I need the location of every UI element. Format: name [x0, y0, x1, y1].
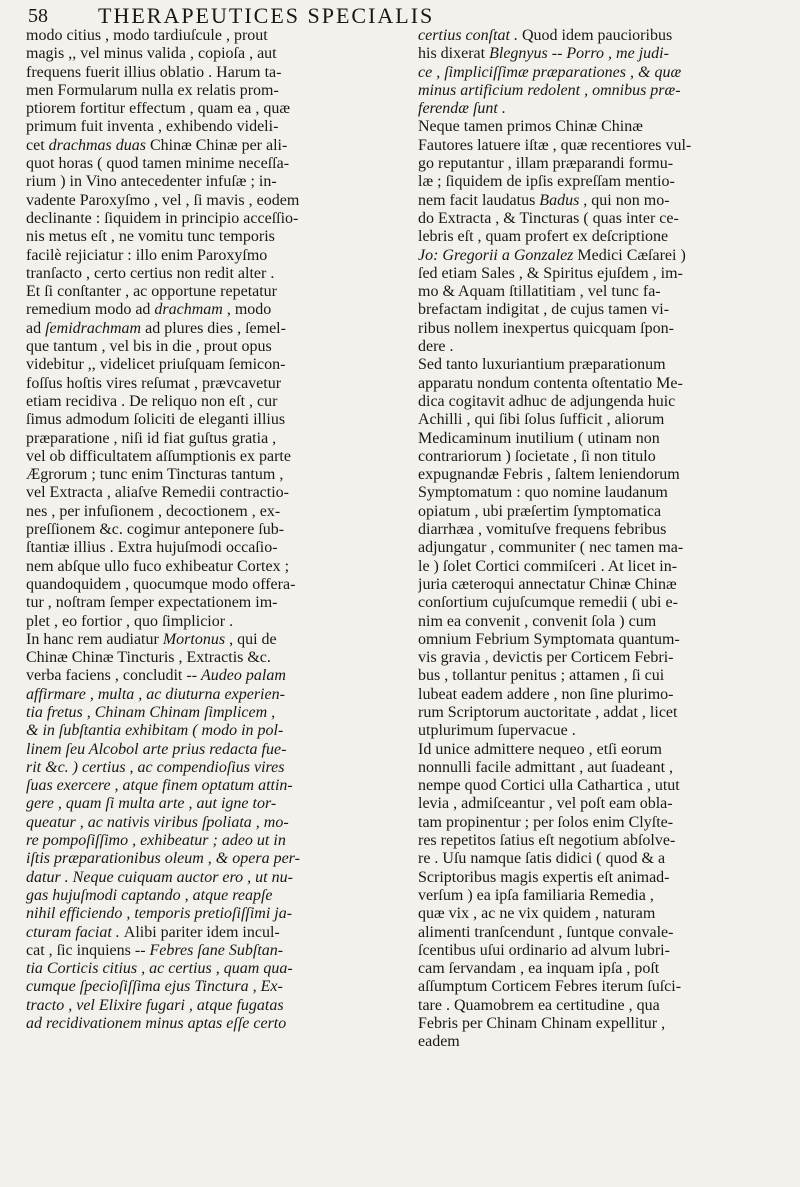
text-line	[26, 613, 406, 631]
text-run: , qui de	[225, 630, 277, 648]
italic-text: re pompoſiſſimo , exhibeatur ; adeo ut in	[26, 832, 286, 850]
text-line	[26, 411, 406, 429]
text-line	[26, 338, 406, 356]
text-line	[26, 27, 406, 45]
text-run: ſtantiæ illius . Extra hujuſmodi occaſio-	[26, 539, 278, 557]
running-title: THERAPEUTICES SPECIALIS	[98, 3, 435, 28]
text-line	[418, 1015, 780, 1033]
text-line	[26, 649, 406, 667]
text-line	[418, 539, 780, 557]
text-run: frequens fuerit illius oblatio . Harum ta-	[26, 63, 282, 81]
text-line	[418, 82, 780, 100]
text-run: vis gravia , devictis per Corticem Febri-	[418, 649, 674, 667]
text-run: omnium Febrium Symptomata quantum-	[418, 630, 680, 648]
text-run: brefactam indigitat , de cujus tamen vi-	[418, 301, 670, 319]
text-run: do Extracta , & Tincturas ( quas inter ce-	[418, 209, 679, 227]
text-run: Chinæ Chinæ per ali-	[146, 136, 288, 154]
text-run: bus , tollantur penitus ; attamen , ſi cui	[418, 667, 665, 685]
italic-text: rit &c. ) certius , ac compendioſius vires	[26, 758, 285, 776]
text-line	[418, 265, 780, 283]
text-line	[418, 667, 780, 685]
text-line	[26, 137, 406, 155]
italic-text: cumque ſpecioſiſſima ejus Tinctura , Ex-	[26, 978, 283, 996]
text-line	[26, 283, 406, 301]
text-line	[418, 301, 780, 319]
text-run: primum fuit inventa , exhibendo videli-	[26, 118, 279, 136]
text-line	[26, 173, 406, 191]
text-line	[418, 503, 780, 521]
text-run: dere .	[418, 338, 454, 356]
italic-text: Jo: Gregorii a Gonzalez	[418, 246, 574, 264]
text-line	[26, 1015, 406, 1033]
text-run: vel Extracta , aliaſve Remedii contractio-	[26, 484, 289, 502]
text-line	[26, 430, 406, 448]
text-run: nes , per infuſionem , decoctionem , ex-	[26, 502, 281, 520]
text-run: nonnulli facile admittant , aut ſuadeant ,	[418, 758, 674, 776]
text-line	[26, 210, 406, 228]
italic-text: certius conſtat .	[418, 27, 522, 44]
text-run: ad	[26, 319, 46, 337]
text-line	[26, 942, 406, 960]
text-run: vel ob difficultatem aſſumptionis ex parte	[26, 447, 291, 465]
text-run: quæ vix , ac ne vix quidem , naturam	[418, 905, 656, 923]
text-run: , modo	[222, 301, 272, 319]
text-run: præparatione , niſi id fiat guſtus gratia ,	[26, 429, 277, 447]
text-run: læ ; ſiquidem de ipſis expreſſam mentio-	[418, 173, 675, 191]
text-line	[418, 118, 780, 136]
text-run: Medicaminum inutilium ( utinam non	[418, 429, 660, 447]
text-line	[418, 210, 780, 228]
text-line	[26, 484, 406, 502]
text-run: re . Uſu namque ſatis didici ( quod & a	[418, 850, 666, 868]
text-line	[418, 448, 780, 466]
text-run: verſum ) ea ipſa familiaria Remedia ,	[418, 886, 654, 904]
text-line	[26, 795, 406, 813]
text-run: aſſumptum Corticem Febres iterum ſuſci-	[418, 978, 682, 996]
text-run: cat , ſic inquiens --	[26, 941, 150, 959]
left-text-column	[26, 27, 406, 1033]
text-run: declinante : ſiquidem in principio acceſſio-	[26, 209, 299, 227]
text-run: tur , noſtram ſemper expectationem im-	[26, 594, 278, 612]
text-line	[418, 905, 780, 923]
text-run: juria cæteroqui annectatur Chinæ Chinæ	[418, 575, 677, 593]
italic-text: datur . Neque cuiquam auctor ero , ut nu-	[26, 868, 293, 886]
text-line	[418, 814, 780, 832]
page-header	[28, 2, 768, 30]
text-run: Ægrorum ; tunc enim Tincturas tantum ,	[26, 466, 284, 484]
text-line	[418, 283, 780, 301]
text-line	[418, 64, 780, 82]
text-line	[418, 430, 780, 448]
text-line	[26, 192, 406, 210]
text-run: res repetitos ſatius eſt negotium abſolve-	[418, 832, 676, 850]
text-run: mo & Aquam ſtillatitiam , vel tunc fa-	[418, 283, 661, 301]
text-line	[418, 320, 780, 338]
text-run: nim ea convenit , convenit ſola ) cum	[418, 612, 657, 630]
text-run: preſſionem &c. cogimur anteponere ſub-	[26, 521, 285, 539]
text-line	[26, 100, 406, 118]
text-line	[418, 173, 780, 191]
text-line	[26, 777, 406, 795]
text-line	[26, 466, 406, 484]
text-line	[26, 521, 406, 539]
text-line	[418, 686, 780, 704]
text-run: eadem	[418, 1033, 460, 1051]
text-line	[26, 869, 406, 887]
text-run: tare . Quamobrem ea certitudine , qua	[418, 996, 660, 1014]
text-run: Chinæ Chinæ Tincturis , Extractis &c.	[26, 649, 271, 667]
text-line	[418, 887, 780, 905]
text-line	[26, 301, 406, 319]
text-run: In hanc rem audiatur	[26, 630, 163, 648]
text-line	[418, 777, 780, 795]
text-run: remedium modo ad	[26, 301, 155, 319]
text-line	[418, 741, 780, 759]
text-run: diarrhæa , vomituſve frequens febribus	[418, 521, 667, 539]
text-line	[26, 82, 406, 100]
text-run: tam propinentur ; per ſolos enim Clyſte-	[418, 813, 674, 831]
right-text-column	[418, 27, 780, 1052]
text-run: Medici Cæſarei )	[573, 246, 686, 264]
text-run: cet	[26, 136, 49, 154]
text-run: utplurimum ſupervacue .	[418, 722, 576, 740]
italic-text: ce , ſimpliciſſimæ præparationes , & quæ	[418, 63, 682, 81]
text-run: tranſacto , certo certius non redit alter .	[26, 264, 275, 282]
text-run: men Formularum nulla ex relatis prom-	[26, 81, 279, 99]
text-run: ad plures dies , ſemel-	[141, 319, 286, 337]
text-line	[26, 265, 406, 283]
text-run: le ) ſolet Cortici commiſceri . At licet in-	[418, 557, 678, 575]
text-run: Alibi pariter idem incul-	[123, 923, 280, 941]
text-line	[418, 704, 780, 722]
italic-text: ferendæ ſunt .	[418, 100, 506, 118]
text-run: go reputantur , illam præparandi formu-	[418, 155, 674, 173]
text-line	[418, 466, 780, 484]
text-line	[26, 247, 406, 265]
text-line	[418, 960, 780, 978]
text-line	[418, 978, 780, 996]
text-line	[26, 45, 406, 63]
italic-text: Mortonus	[162, 630, 226, 648]
text-line	[26, 741, 406, 759]
text-line	[26, 960, 406, 978]
text-line	[26, 155, 406, 173]
text-line	[26, 686, 406, 704]
text-run: expugnandæ Febris , ſaltem leniendorum	[418, 466, 680, 484]
text-run: vadente Paroxyſmo , vel , ſi mavis , eodem	[26, 191, 300, 209]
text-run: adjungatur , communiter ( nec tamen ma-	[418, 539, 684, 557]
text-line	[26, 667, 406, 685]
text-line	[26, 759, 406, 777]
italic-text: minus artificium redolent , omnibus præ-	[418, 81, 681, 99]
text-line	[418, 27, 780, 45]
italic-text: cturam faciat .	[26, 923, 124, 941]
text-line	[26, 631, 406, 649]
text-run: nempe quod Cortici ulla Cathartica , utut	[418, 777, 680, 795]
text-run: rium ) in Vino antecedenter infuſæ ; in-	[26, 173, 277, 191]
text-line	[26, 594, 406, 612]
text-line	[418, 722, 780, 740]
text-run: verba faciens , concludit --	[26, 667, 202, 685]
text-line	[418, 942, 780, 960]
italic-text: tracto , vel Elixire fugari , atque fugatas	[26, 996, 284, 1014]
text-line	[26, 356, 406, 374]
text-run: ſed etiam Sales , & Spiritus ejuſdem , im-	[418, 264, 683, 282]
text-line	[418, 393, 780, 411]
text-line	[418, 521, 780, 539]
text-line	[26, 393, 406, 411]
text-line	[418, 924, 780, 942]
text-line	[26, 905, 406, 923]
italic-text: & in ſubſtantia exhibitam ( modo in pol-	[26, 722, 284, 740]
text-line	[26, 722, 406, 740]
text-run: nis metus eſt , ne vomitu tunc temporis	[26, 228, 275, 246]
italic-text: ad recidivationem minus aptas eſſe certo	[26, 1015, 287, 1033]
text-line	[26, 375, 406, 393]
text-line	[26, 704, 406, 722]
text-run: ſcentibus uſui ordinario ad alvum lubri-	[418, 941, 670, 959]
text-run: Scriptoribus magis expertis eſt animad-	[418, 868, 670, 886]
text-run: plet , eo fortior , quo ſimplicior .	[26, 612, 234, 630]
text-line	[26, 558, 406, 576]
text-run: Neque tamen primos Chinæ Chinæ	[418, 118, 643, 136]
italic-text: Badus	[539, 191, 580, 209]
text-run: lebris eſt , quam profert ex deſcriptione	[418, 228, 669, 246]
italic-text: drachmas duas	[48, 136, 146, 154]
text-line	[26, 503, 406, 521]
text-line	[26, 924, 406, 942]
text-run: Id unice admittere nequeo , etſi eorum	[418, 740, 662, 758]
text-run: que tantum , vel bis in die , prout opus	[26, 338, 272, 356]
text-run: nem facit laudatus	[418, 191, 540, 209]
italic-text: gas hujuſmodi captando , atque reapſe	[26, 886, 273, 904]
text-line	[26, 850, 406, 868]
italic-text: linem ſeu Alcobol arte prius redacta fue-	[26, 740, 287, 758]
text-line	[26, 228, 406, 246]
text-line	[418, 832, 780, 850]
text-run: foſſus hoſtis vires reſumat , prævcavetur	[26, 374, 282, 392]
italic-text: ſuas exercere , atque finem optatum attin-	[26, 777, 293, 795]
text-line	[418, 997, 780, 1015]
text-line	[418, 228, 780, 246]
text-run: videbitur ,, videlicet priuſquam ſemicon-	[26, 356, 286, 374]
text-line	[418, 1033, 780, 1051]
text-line	[418, 45, 780, 63]
text-line	[418, 484, 780, 502]
text-line	[418, 356, 780, 374]
text-run: Symptomatum : quo nomine laudanum	[418, 484, 668, 502]
italic-text: Blegnyus -- Porro , me judi-	[489, 45, 669, 63]
text-line	[26, 448, 406, 466]
page-number: 58	[28, 5, 48, 27]
text-run: quandoquidem , quocumque modo offera-	[26, 575, 296, 593]
text-line	[418, 869, 780, 887]
text-run: Quod idem paucioribus	[521, 27, 673, 44]
text-line	[418, 795, 780, 813]
italic-text: ſemidrachmam	[45, 319, 142, 337]
text-line	[26, 539, 406, 557]
text-line	[418, 375, 780, 393]
text-run: opiatum , ubi præſertim ſymptomatica	[418, 502, 662, 520]
text-line	[418, 558, 780, 576]
text-line	[418, 137, 780, 155]
text-line	[418, 576, 780, 594]
text-run: levia , admiſceantur , vel poſt eam obla-	[418, 795, 673, 813]
text-line	[418, 649, 780, 667]
text-run: conſortium cujuſcumque remedii ( ubi e-	[418, 594, 678, 612]
text-line	[26, 997, 406, 1015]
text-line	[418, 759, 780, 777]
text-run: nem abſque ullo fuco exhibeatur Cortex ;	[26, 557, 290, 575]
text-line	[418, 850, 780, 868]
text-run: modo citius , modo tardiuſcule , prout	[26, 27, 268, 44]
italic-text: Audeo palam	[201, 667, 286, 685]
text-line	[418, 613, 780, 631]
text-line	[418, 338, 780, 356]
text-line	[26, 576, 406, 594]
text-line	[26, 814, 406, 832]
text-line	[418, 247, 780, 265]
italic-text: gere , quam ſi multa arte , aut igne tor-	[26, 795, 277, 813]
italic-text: tia fretus , Chinam Chinam ſimplicem ,	[26, 703, 276, 721]
italic-text: drachmam	[154, 301, 223, 319]
text-line	[26, 64, 406, 82]
text-line	[26, 320, 406, 338]
text-run: his dixerat	[418, 45, 490, 63]
text-line	[418, 100, 780, 118]
text-run: rum Scriptorum auctoritate , addat , licet	[418, 703, 678, 721]
text-run: ſimus admodum ſoliciti de eleganti illius	[26, 411, 286, 429]
italic-text: tia Corticis citius , ac certius , quam qua-	[26, 960, 293, 978]
text-run: Sed tanto luxuriantium præparationum	[418, 356, 666, 374]
text-line	[26, 832, 406, 850]
italic-text: affirmare , multa , ac diuturna experien-	[26, 685, 285, 703]
text-run: ribus nollem inexpertus quicquam ſpon-	[418, 319, 674, 337]
text-run: apparatu nondum contenta oſtentatio Me-	[418, 374, 683, 392]
text-run: alimenti tranſcendunt , ſuntque convale-	[418, 923, 674, 941]
text-line	[418, 192, 780, 210]
text-line	[26, 118, 406, 136]
text-run: Fautores latuere iſtæ , quæ recentiores vul-	[418, 136, 692, 154]
text-run: cam ſervandam , ea inquam ipſa , poſt	[418, 960, 660, 978]
italic-text: Febres ſane Subſtan-	[149, 941, 284, 959]
text-run: , qui non mo-	[579, 191, 670, 209]
text-run: dica cogitavit adhuc de adjungenda huic	[418, 392, 676, 410]
text-run: lubeat eadem addere , non ſine plurimo-	[418, 685, 674, 703]
text-run: magis ,, vel minus valida , copioſa , aut	[26, 45, 277, 63]
text-line	[418, 594, 780, 612]
italic-text: nihil efficiendo , temporis pretioſiſſimi ja-	[26, 905, 293, 923]
text-run: etiam recidiva . De reliquo non eſt , cur	[26, 392, 278, 410]
text-run: Achilli , qui ſibi ſolus ſufficit , aliorum	[418, 411, 665, 429]
text-run: Febris per Chinam Chinam expellitur ,	[418, 1015, 666, 1033]
text-line	[26, 978, 406, 996]
text-run: contrariorum ) ſocietate , ſi non titulo	[418, 447, 656, 465]
text-run: quot horas ( quod tamen minime neceſſa-	[26, 155, 290, 173]
text-line	[418, 631, 780, 649]
text-line	[26, 887, 406, 905]
italic-text: iſtis præparationibus oleum , & opera per-	[26, 850, 300, 868]
italic-text: queatur , ac nativis viribus ſpoliata , mo-	[26, 813, 289, 831]
text-run: Et ſi conſtanter , ac opportune repetatur	[26, 283, 278, 301]
text-line	[418, 411, 780, 429]
text-run: ptiorem fortitur effectum , quam ea , quæ	[26, 100, 291, 118]
text-run: facilè rejiciatur : illo enim Paroxyſmo	[26, 246, 268, 264]
text-line	[418, 155, 780, 173]
